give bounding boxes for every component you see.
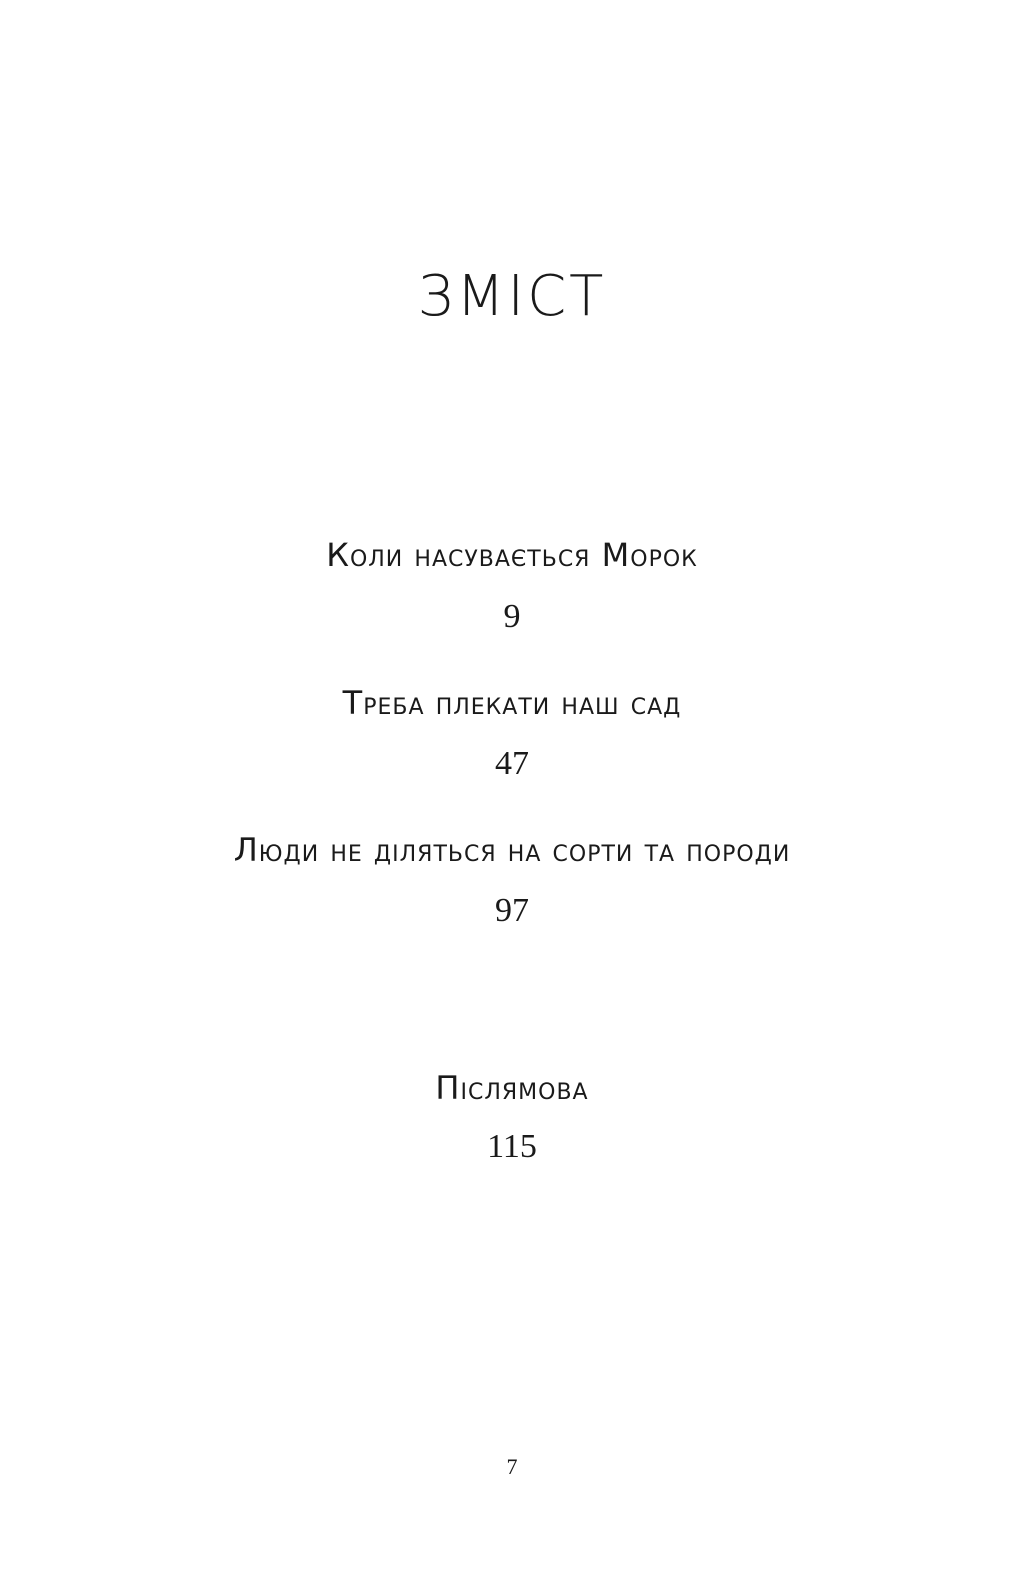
toc-entry-page: 97: [495, 892, 529, 929]
toc-entry-page: 47: [495, 745, 529, 782]
toc-entry-title: Післямова: [435, 1069, 589, 1107]
toc-entry-title: Люди не діляться на сорти та породи: [233, 831, 791, 869]
toc-entry-title: Коли насувається Морок: [326, 536, 698, 574]
toc-entry-page: 9: [503, 598, 521, 635]
toc-entry-title: Треба плекати наш сад: [342, 684, 682, 722]
toc-heading: ЗМІСТ: [417, 264, 607, 329]
page-number: 7: [506, 1454, 518, 1479]
toc-entry-page: 115: [487, 1128, 537, 1165]
